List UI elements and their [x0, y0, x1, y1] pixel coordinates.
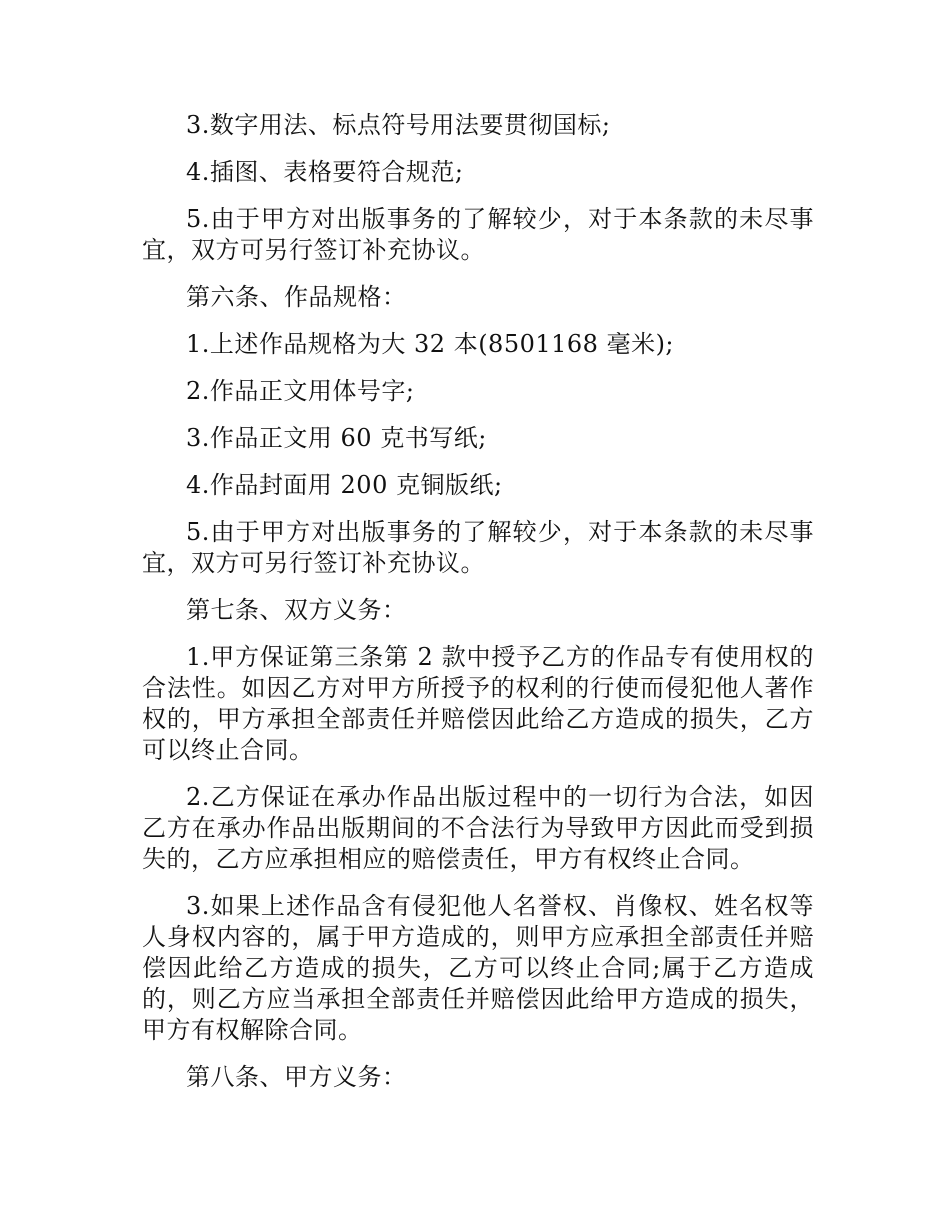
article-8-heading: 第八条、甲方义务： [186, 1063, 407, 1091]
article-6-item-4: 4.作品封面用 200 克铜版纸; [186, 471, 503, 499]
clause-5-item-3: 3.数字用法、标点符号用法要贯彻国标; [186, 111, 611, 139]
article-7-item-3: 3.如果上述作品含有侵犯他人名誉权、肖像权、姓名权等人身权内容的，属于甲方造成的，则甲方应承担全部责任并赔偿因此给乙方造成的损失，乙方可以终止合同;属于乙方造成的，则乙方应当承担全部责任并赔偿因此给甲方造成的损失，甲方有权解除合同。 [142, 892, 814, 1044]
document-body [142, 110, 814, 1109]
article-6-item-3: 3.作品正文用 60 克书写纸; [186, 424, 487, 452]
clause-5-item-5: 5.由于甲方对出版事务的了解较少，对于本条款的未尽事宜，双方可另行签订补充协议。 [142, 205, 814, 264]
clause-5-item-4: 4.插图、表格要符合规范; [186, 158, 464, 186]
article-7-heading: 第七条、双方义务： [186, 596, 407, 624]
article-6-heading: 第六条、作品规格： [186, 283, 407, 311]
article-7-item-2: 2.乙方保证在承办作品出版过程中的一切行为合法，如因乙方在承办作品出版期间的不合法行为导致甲方因此而受到损失的，乙方应承担相应的赔偿责任，甲方有权终止合同。 [142, 783, 814, 873]
article-6-item-5: 5.由于甲方对出版事务的了解较少，对于本条款的未尽事宜，双方可另行签订补充协议。 [142, 518, 814, 577]
article-6-item-1: 1.上述作品规格为大 32 本(8501168 毫米); [186, 330, 675, 358]
article-6-item-2: 2.作品正文用体号字; [186, 377, 415, 405]
article-7-item-1: 1.甲方保证第三条第 2 款中授予乙方的作品专有使用权的合法性。如因乙方对甲方所授予的权利的行使而侵犯他人著作权的，甲方承担全部责任并赔偿因此给乙方造成的损失，乙方可以终止合同。 [142, 643, 814, 764]
